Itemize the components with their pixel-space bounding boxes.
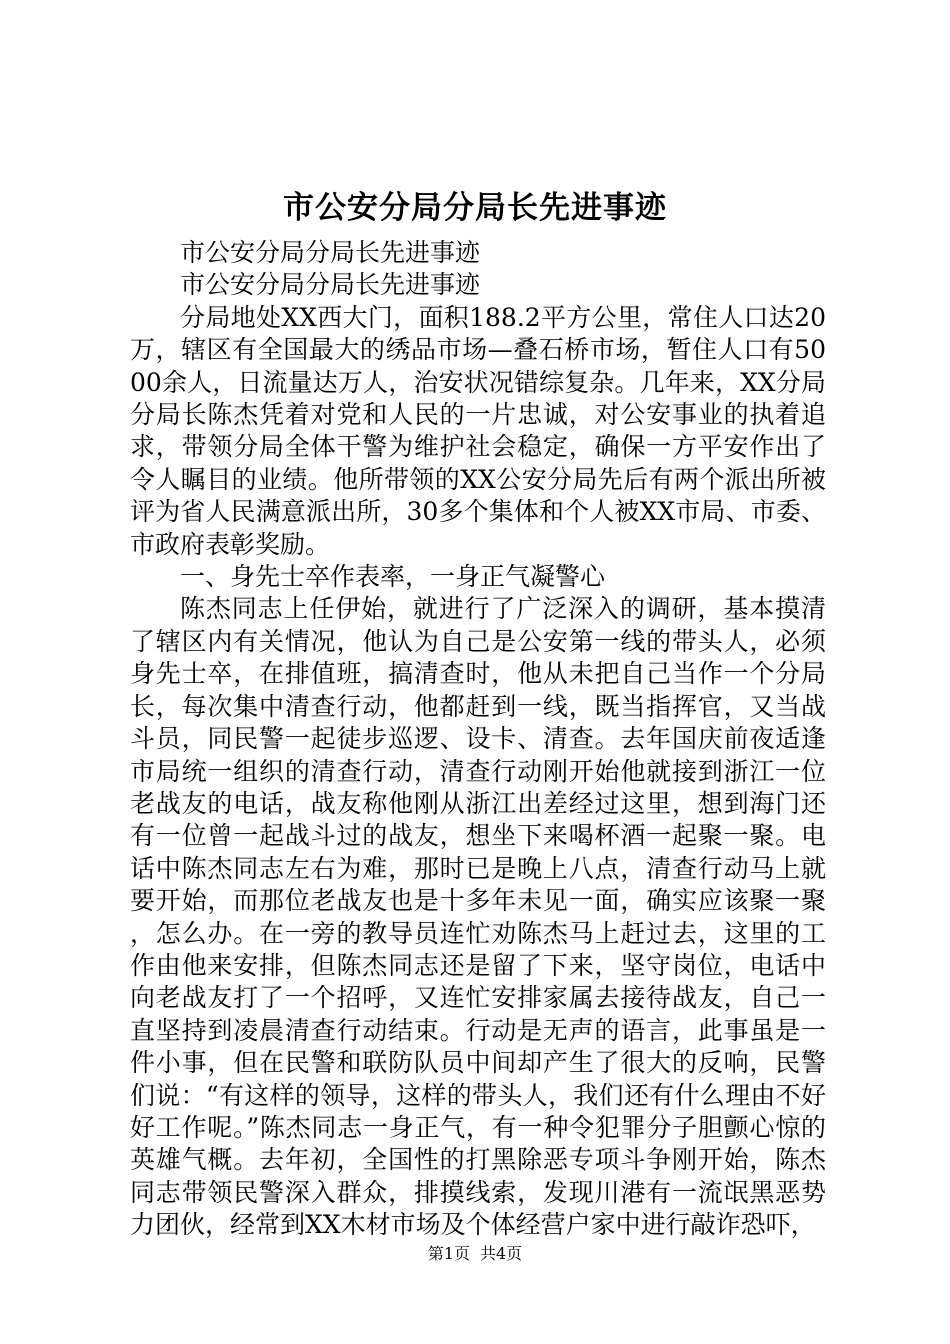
paragraph-section-1: 陈杰同志上任伊始，就进行了广泛深入的调研，基本摸清了辖区内有关情况，他认为自己是公安第一线的带头人，必须身先士卒，在排值班，搞清查时，他从未把自己当作一个分局长，每次集中清查行动，他都赶到一线，既当指挥官，又当战斗员，同民警一起徒步巡逻、设卡、清查。去年国庆前夜适逢市局统一组织的清查行动，清查行动刚开始他就接到浙江一位老战友的电话，战友称他刚从浙江出差经过这里，想到海门还有一位曾一起战斗过的战友，想坐下来喝杯酒一起聚一聚。电话中陈杰同志左右为难，那时已是晚上八点，清查行动马上就要开始，而那位老战友也是十多年未见一面，确实应该聚一聚，怎么办。在一旁的教导员连忙劝陈杰马上赶过去，这里的工作由他来安排，但陈杰同志还是留了下来，坚守岗位，电话中向老战友打了一个招呼，又连忙安排家属去接待战友，自己一直坚持到凌晨清查行动结束。行动是无声的语言，此事虽是一件小事，但在民警和联防队员中间却产生了很大的反响，民警们说：“有这样的领导，这样的带头人，我们还有什么理由不好好工作呢。”陈杰同志一身正气，有一种令犯罪分子胆颤心惊的英雄气概。去年初，全国性的打黑除恶专项斗争刚开始，陈杰同志带领民警深入群众，排摸线索，发现川港有一流氓黑恶势力团伙，经常到XX木材市场及个体经营户家中进行敲诈恐吓， — [130, 594, 826, 1240]
paragraph-intro: 分局地处XX西大门，面积188.2平方公里，常住人口达20万，辖区有全国最大的绣品市场—叠石桥市场，暂住人口有5000余人，日流量达万人，治安状况错综复杂。几年来，XX分局分局长陈杰凭着对党和人民的一片忠诚，对公安事业的执着追求，带领分局全体干警为维护社会稳定，确保一方平安作出了令人瞩目的业绩。他所带领的XX公安分局先后有两个派出所被评为省人民满意派出所，30多个集体和个人被XX市局、市委、市政府表彰奖励。 — [130, 302, 826, 559]
document-title: 市公安分局分局长先进事迹 — [283, 190, 667, 226]
page-number: 第1页 — [427, 1244, 470, 1263]
paragraph-subtitle-1: 市公安分局分局长先进事迹 — [180, 238, 481, 267]
page-footer — [0, 1244, 950, 1264]
page-total: 共4页 — [480, 1244, 523, 1263]
paragraph-subtitle-2: 市公安分局分局长先进事迹 — [180, 270, 481, 300]
document-body — [130, 237, 826, 1242]
section-heading-1: 一、身先士卒作表率，一身正气凝警心 — [180, 562, 606, 592]
